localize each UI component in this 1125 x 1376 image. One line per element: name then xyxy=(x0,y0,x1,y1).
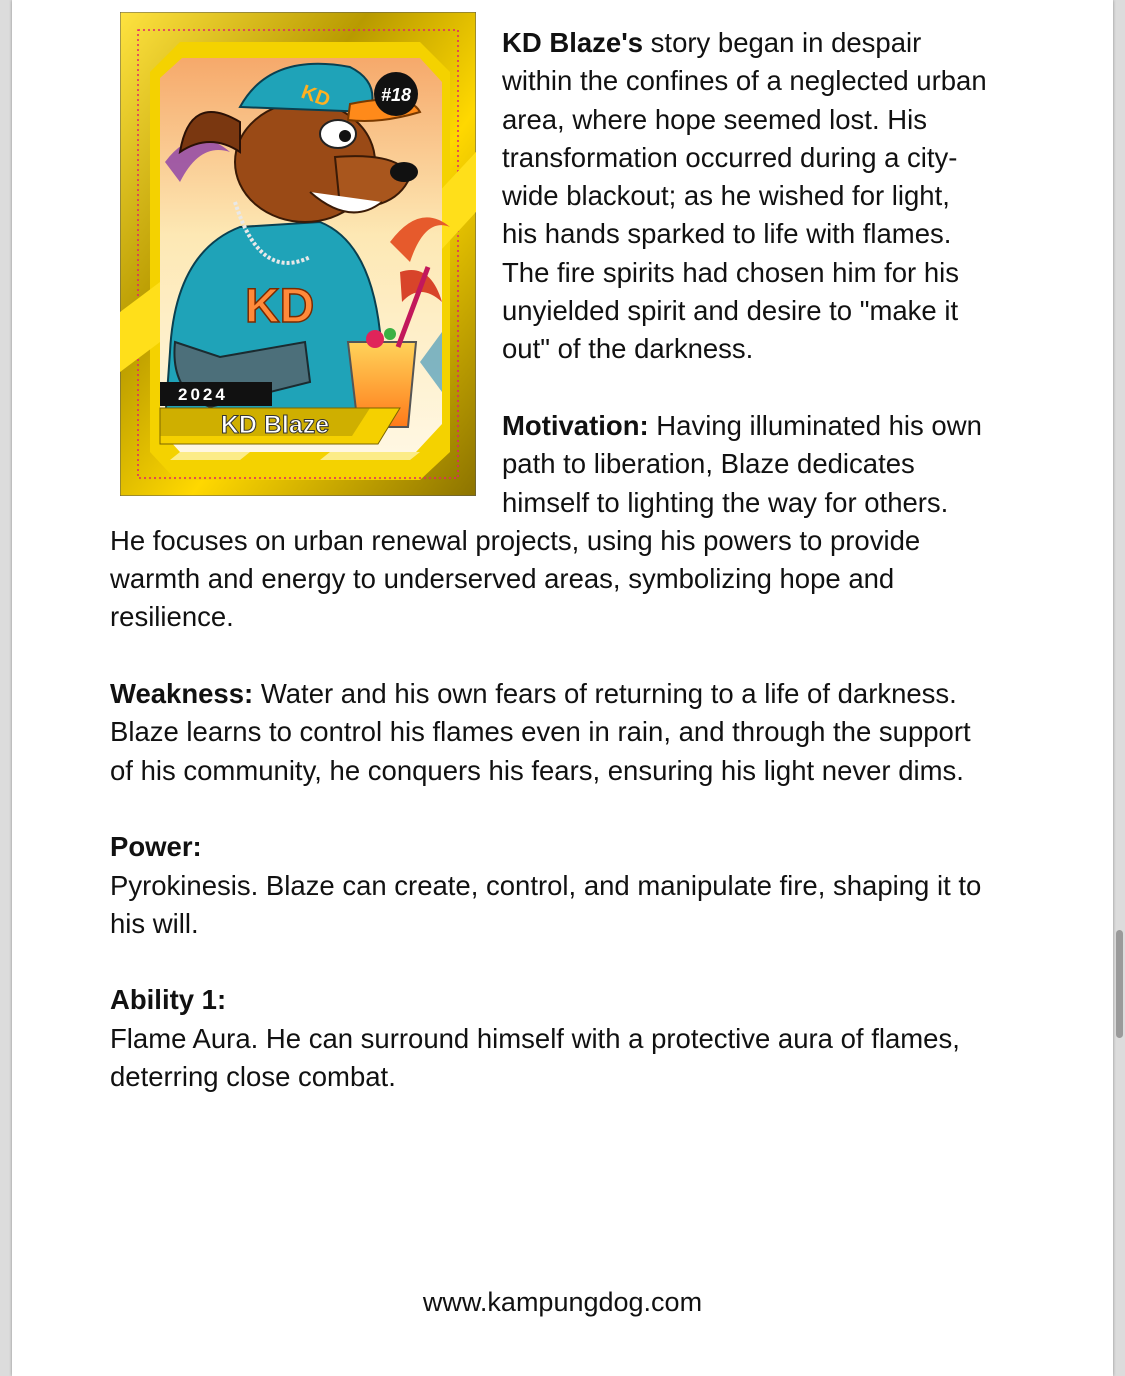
power-section xyxy=(110,828,990,943)
card-number: #18 xyxy=(380,85,412,105)
footer-website-url: www.kampungdog.com xyxy=(422,1287,703,1317)
story-text: story began in despair within the confines of a neglected urban area, where hope seemed lost. His transformation occurred during a city-wide blackout; as he wished for light, his hands sparked to life with flames. The fire spirits had chosen him for his unyielded spirit and desire to "make it out" of the darkness. xyxy=(502,27,987,365)
weakness-text: Water and his own fears of returning to a life of darkness. Blaze learns to control his flames even in rain, and through the support of his community, he conquers his fears, ensuring his light never dims. xyxy=(110,678,971,786)
shirt-logo-text: KD xyxy=(245,280,315,333)
weakness-label: Weakness: xyxy=(110,678,254,710)
ability-1-text: Flame Aura. He can surround himself with a protective aura of flames, deterring close combat. xyxy=(110,1022,960,1093)
vertical-scrollbar[interactable] xyxy=(1116,930,1123,1038)
motivation-text: Having illuminated his own path to liberation, Blaze dedicates himself to lighting the way for others. He focuses on urban renewal projects, using his powers to provide warmth and energy to underserved areas, symbolizing hope and resilience. xyxy=(110,409,982,633)
power-label: Power: xyxy=(110,831,202,863)
ability-1-section xyxy=(110,981,990,1096)
card-name: KD Blaze xyxy=(220,411,330,439)
cap-logo-text: KD xyxy=(298,81,333,112)
document-body xyxy=(110,0,990,1135)
trading-card-image xyxy=(120,12,476,496)
motivation-label: Motivation: xyxy=(502,409,649,441)
ability-1-label: Ability 1: xyxy=(110,984,227,1016)
story-name: KD Blaze's xyxy=(502,27,644,58)
card-year: 2024 xyxy=(178,385,228,404)
weakness-paragraph xyxy=(110,675,990,790)
power-text: Pyrokinesis. Blaze can create, control, and manipulate fire, shaping it to his will. xyxy=(110,869,982,939)
